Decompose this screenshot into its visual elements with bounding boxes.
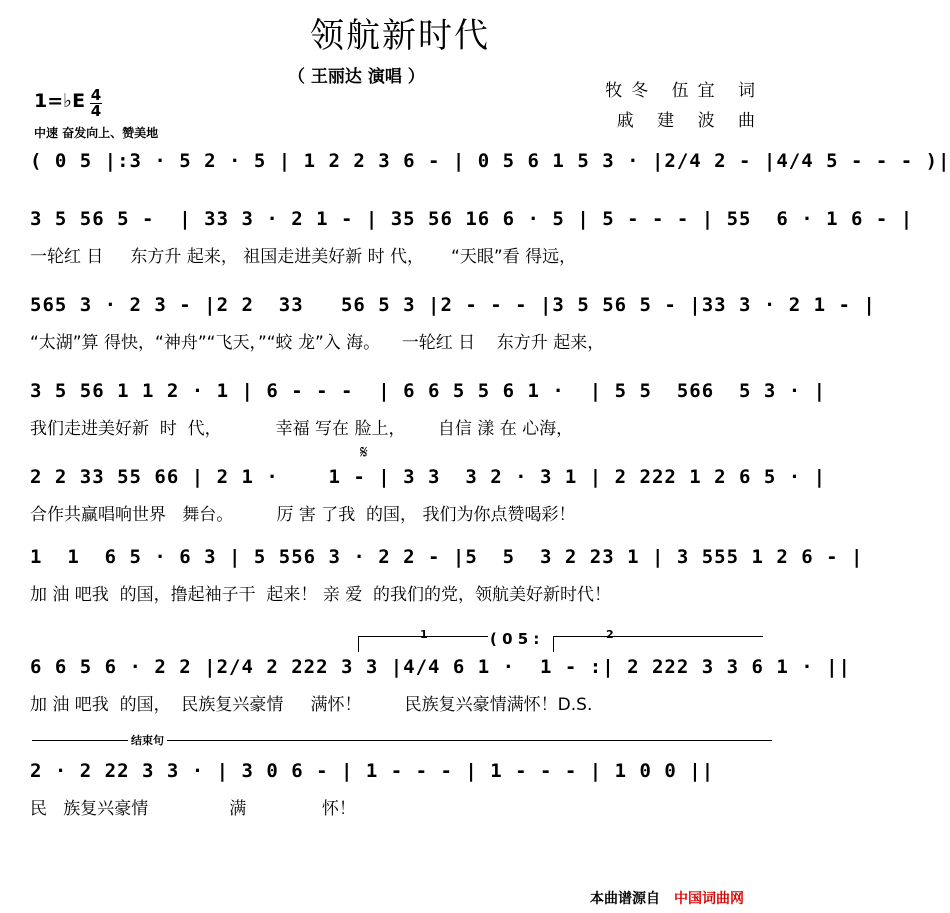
- ending-bridge-notes: ( 0 5 :: [490, 630, 540, 648]
- singer-credit: （ 王丽达 演唱 ）: [288, 67, 425, 87]
- lyrics-line: 加 油 吧我 的国， 民族复兴豪情 满怀！ 民族复兴豪情满怀！D.S.: [30, 695, 593, 715]
- notation-line: 3 5 56 1 1 2 · 1 | 6 - - - | 6 6 5 5 6 1 · | 5 5 566 5 3 · |: [30, 380, 827, 402]
- segno-mark: 𝄋: [360, 442, 368, 463]
- lyricist-credit: 牧冬 伍宜 词: [605, 81, 764, 101]
- lyrics-line: “太湖”算 得快，“神舟”“飞天，”“蛟 龙”入 海。 一轮红 日 东方升 起来，: [30, 333, 605, 353]
- second-ending-bracket: [553, 636, 763, 637]
- lyrics-line: 我们走进美好新 时 代， 幸福 写在 脸上， 自信 漾 在 心海，: [30, 419, 574, 439]
- first-ending-label: 1: [420, 628, 428, 641]
- time-signature-top: 4: [90, 86, 102, 104]
- site-brand-link[interactable]: 中国词曲网: [674, 891, 744, 907]
- lyrics-line: 民 族复兴豪情 满 怀！: [30, 799, 356, 819]
- song-title: 领航新时代: [310, 16, 490, 56]
- source-footer: [590, 888, 744, 908]
- notation-line: 3 5 56 5 - | 33 3 · 2 1 - | 35 56 16 6 · 5 | 5 - - - | 55 6 · 1 6 - |: [30, 208, 914, 230]
- source-text: 本曲谱源自: [590, 891, 660, 907]
- second-ending-bracket-edge: [553, 636, 554, 652]
- notation-line: ( 0 5 |:3 · 5 2 · 5 | 1 2 2 3 6 - | 0 5 6 1 5 3 · |2/4 2 - |4/4 5 - - - )|: [30, 150, 950, 172]
- composer-credit: 戚 建 波 曲: [616, 111, 764, 131]
- lyrics-line: 一轮红 日 东方升 起来， 祖国走进美好新 时 代， “天眼”看 得远，: [30, 247, 577, 267]
- notation-line: 1 1 6 5 · 6 3 | 5 556 3 · 2 2 - |5 5 3 2 23 1 | 3 555 1 2 6 - |: [30, 546, 864, 568]
- notation-line: 2 2 33 55 66 | 2 1 · 1 - | 3 3 3 2 · 3 1 | 2 222 1 2 6 5 · |: [30, 466, 827, 488]
- notation-line: 565 3 · 2 3 - |2 2 33 56 5 3 |2 - - - |3 5 56 5 - |33 3 · 2 1 - |: [30, 294, 876, 316]
- first-ending-bracket-edge: [358, 636, 359, 652]
- lyrics-line: 合作共赢唱响世界 舞台。 厉 害 了我 的国， 我们为你点赞喝彩！: [30, 505, 576, 525]
- second-ending-label: 2: [606, 628, 614, 641]
- lyrics-line: 加 油 吧我 的国，撸起袖子干 起来！ 亲 爱 的我们的党，领航美好新时代！: [30, 585, 612, 605]
- key-signature: 1=♭E: [34, 90, 86, 112]
- tempo-marking: 中速 奋发向上、赞美地: [34, 126, 159, 140]
- coda-label: 结束句: [128, 732, 167, 748]
- time-signature-bottom: 4: [90, 102, 102, 120]
- notation-line: 2 · 2 22 3 3 · | 3 0 6 - | 1 - - - | 1 - - - | 1 0 0 ||: [30, 760, 715, 782]
- notation-line: 6 6 5 6 · 2 2 |2/4 2 222 3 3 |4/4 6 1 · 1 - :| 2 222 3 3 6 1 · ||: [30, 656, 851, 678]
- time-signature: [90, 88, 102, 119]
